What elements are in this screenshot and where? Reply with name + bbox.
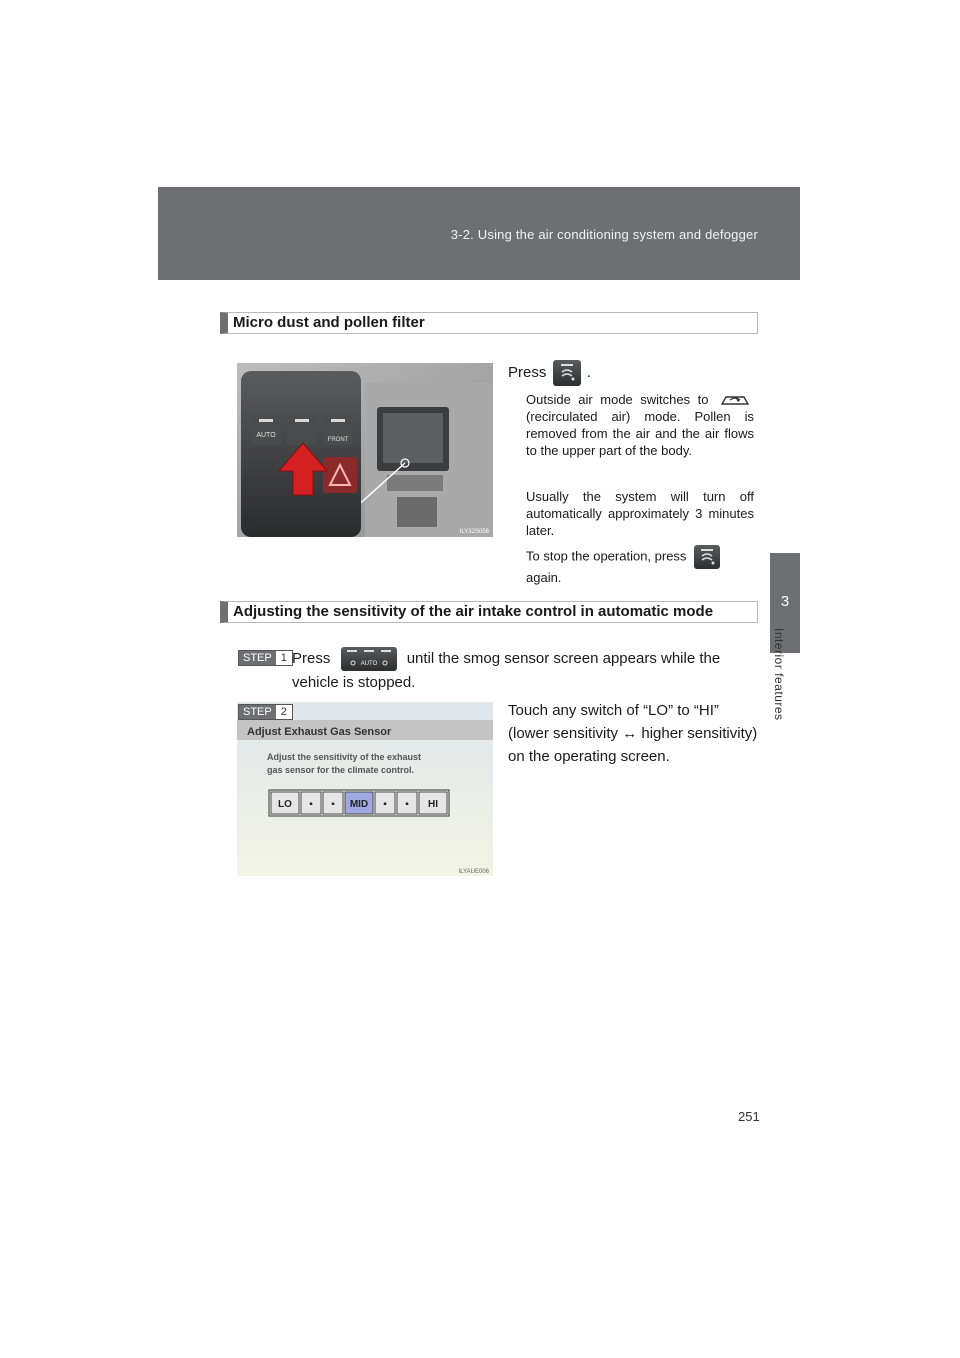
step1-text-a: Press	[292, 650, 331, 667]
screen-figure-code: ILYAUE006	[458, 869, 489, 875]
sensitivity-switch-label: ▪	[405, 799, 409, 810]
pollen-filter-button-icon	[553, 360, 581, 386]
chapter-header	[158, 187, 800, 280]
dashboard-photo	[237, 363, 493, 537]
filter-para1-a: Outside air mode switches to	[526, 392, 709, 407]
auto-sensor-button-icon	[341, 647, 397, 671]
filter-para3	[526, 545, 754, 586]
chapter-tab-label	[772, 628, 800, 738]
auto-button-label: AUTO	[256, 432, 276, 439]
sensitivity-switch-5[interactable]	[397, 792, 417, 814]
filter-para1-b: (recirculated air) mode. Pollen is removed from the air and the air flows to the upper part of the body.	[526, 409, 754, 458]
press-suffix: .	[586, 363, 591, 381]
filter-para2: Usually the system will turn off automatically approximately 3 minutes later.	[526, 489, 754, 538]
section-heading-filter-text: Micro dust and pollen filter	[233, 314, 425, 331]
step2-number: 2	[280, 706, 287, 718]
section-heading-sensitivity	[220, 601, 758, 623]
sensitivity-switch-label: LO	[278, 799, 292, 810]
sensitivity-switch-label: ▪	[309, 799, 313, 810]
filter-para3-a: To stop the operation, press	[526, 548, 687, 564]
screen-line1: Adjust the sensitivity of the exhaust	[267, 752, 422, 762]
step2-text: Touch any switch of “LO” to “HI” (lower sensitivity ↔ higher sensitivity) on the operating screen.	[508, 702, 758, 765]
dashboard-illustration	[237, 363, 493, 537]
figure-code: ILY32S056	[459, 529, 489, 535]
screen-title: Adjust Exhaust Gas Sensor	[247, 726, 392, 738]
chapter-number: 3	[780, 593, 790, 610]
step2-badge	[238, 704, 293, 720]
sensitivity-switch-3[interactable]	[345, 792, 373, 814]
sensitivity-switch-label: ▪	[383, 799, 387, 810]
front-button-label: FRONT	[327, 437, 349, 443]
filter-para1	[526, 391, 754, 459]
sensitivity-switch-6[interactable]	[419, 792, 447, 814]
section-heading-filter	[220, 312, 758, 334]
sensitivity-switch-4[interactable]	[375, 792, 395, 814]
sensitivity-switch-0[interactable]	[271, 792, 299, 814]
sensitivity-switch-label: ▪	[331, 799, 335, 810]
sensitivity-switch-label: MID	[349, 799, 369, 810]
sensor-screen-illustration	[237, 702, 493, 876]
step1-badge	[238, 650, 293, 666]
step1-label: STEP	[239, 651, 276, 665]
filter-para3-b: again.	[526, 570, 562, 585]
sensitivity-switch-2[interactable]	[323, 792, 343, 814]
step1-text-b: until the smog sensor screen appears while the vehicle is stopped.	[292, 650, 721, 692]
screen-line2: gas sensor for the climate control.	[267, 765, 415, 775]
press-instruction	[508, 360, 591, 386]
sensor-screen	[237, 702, 493, 876]
press-label: Press	[508, 363, 547, 381]
sensitivity-switch-1[interactable]	[301, 792, 321, 814]
step1-text	[292, 647, 756, 694]
step2-label: STEP	[239, 705, 276, 719]
pollen-filter-button-icon-2	[694, 545, 720, 569]
recirculated-air-icon	[716, 394, 754, 407]
chapter-title: 3-2. Using the air conditioning system and defogger	[450, 227, 758, 242]
auto-sensor-label: AUTO	[360, 661, 377, 668]
section-heading-sensitivity-text: Adjusting the sensitivity of the air intake control in automatic mode	[233, 603, 714, 620]
step1-number: 1	[280, 652, 287, 664]
page-number: 251	[738, 1109, 760, 1124]
chapter-tab-label-text: Interior features	[772, 628, 786, 721]
sensitivity-switch-label: HI	[428, 799, 438, 810]
